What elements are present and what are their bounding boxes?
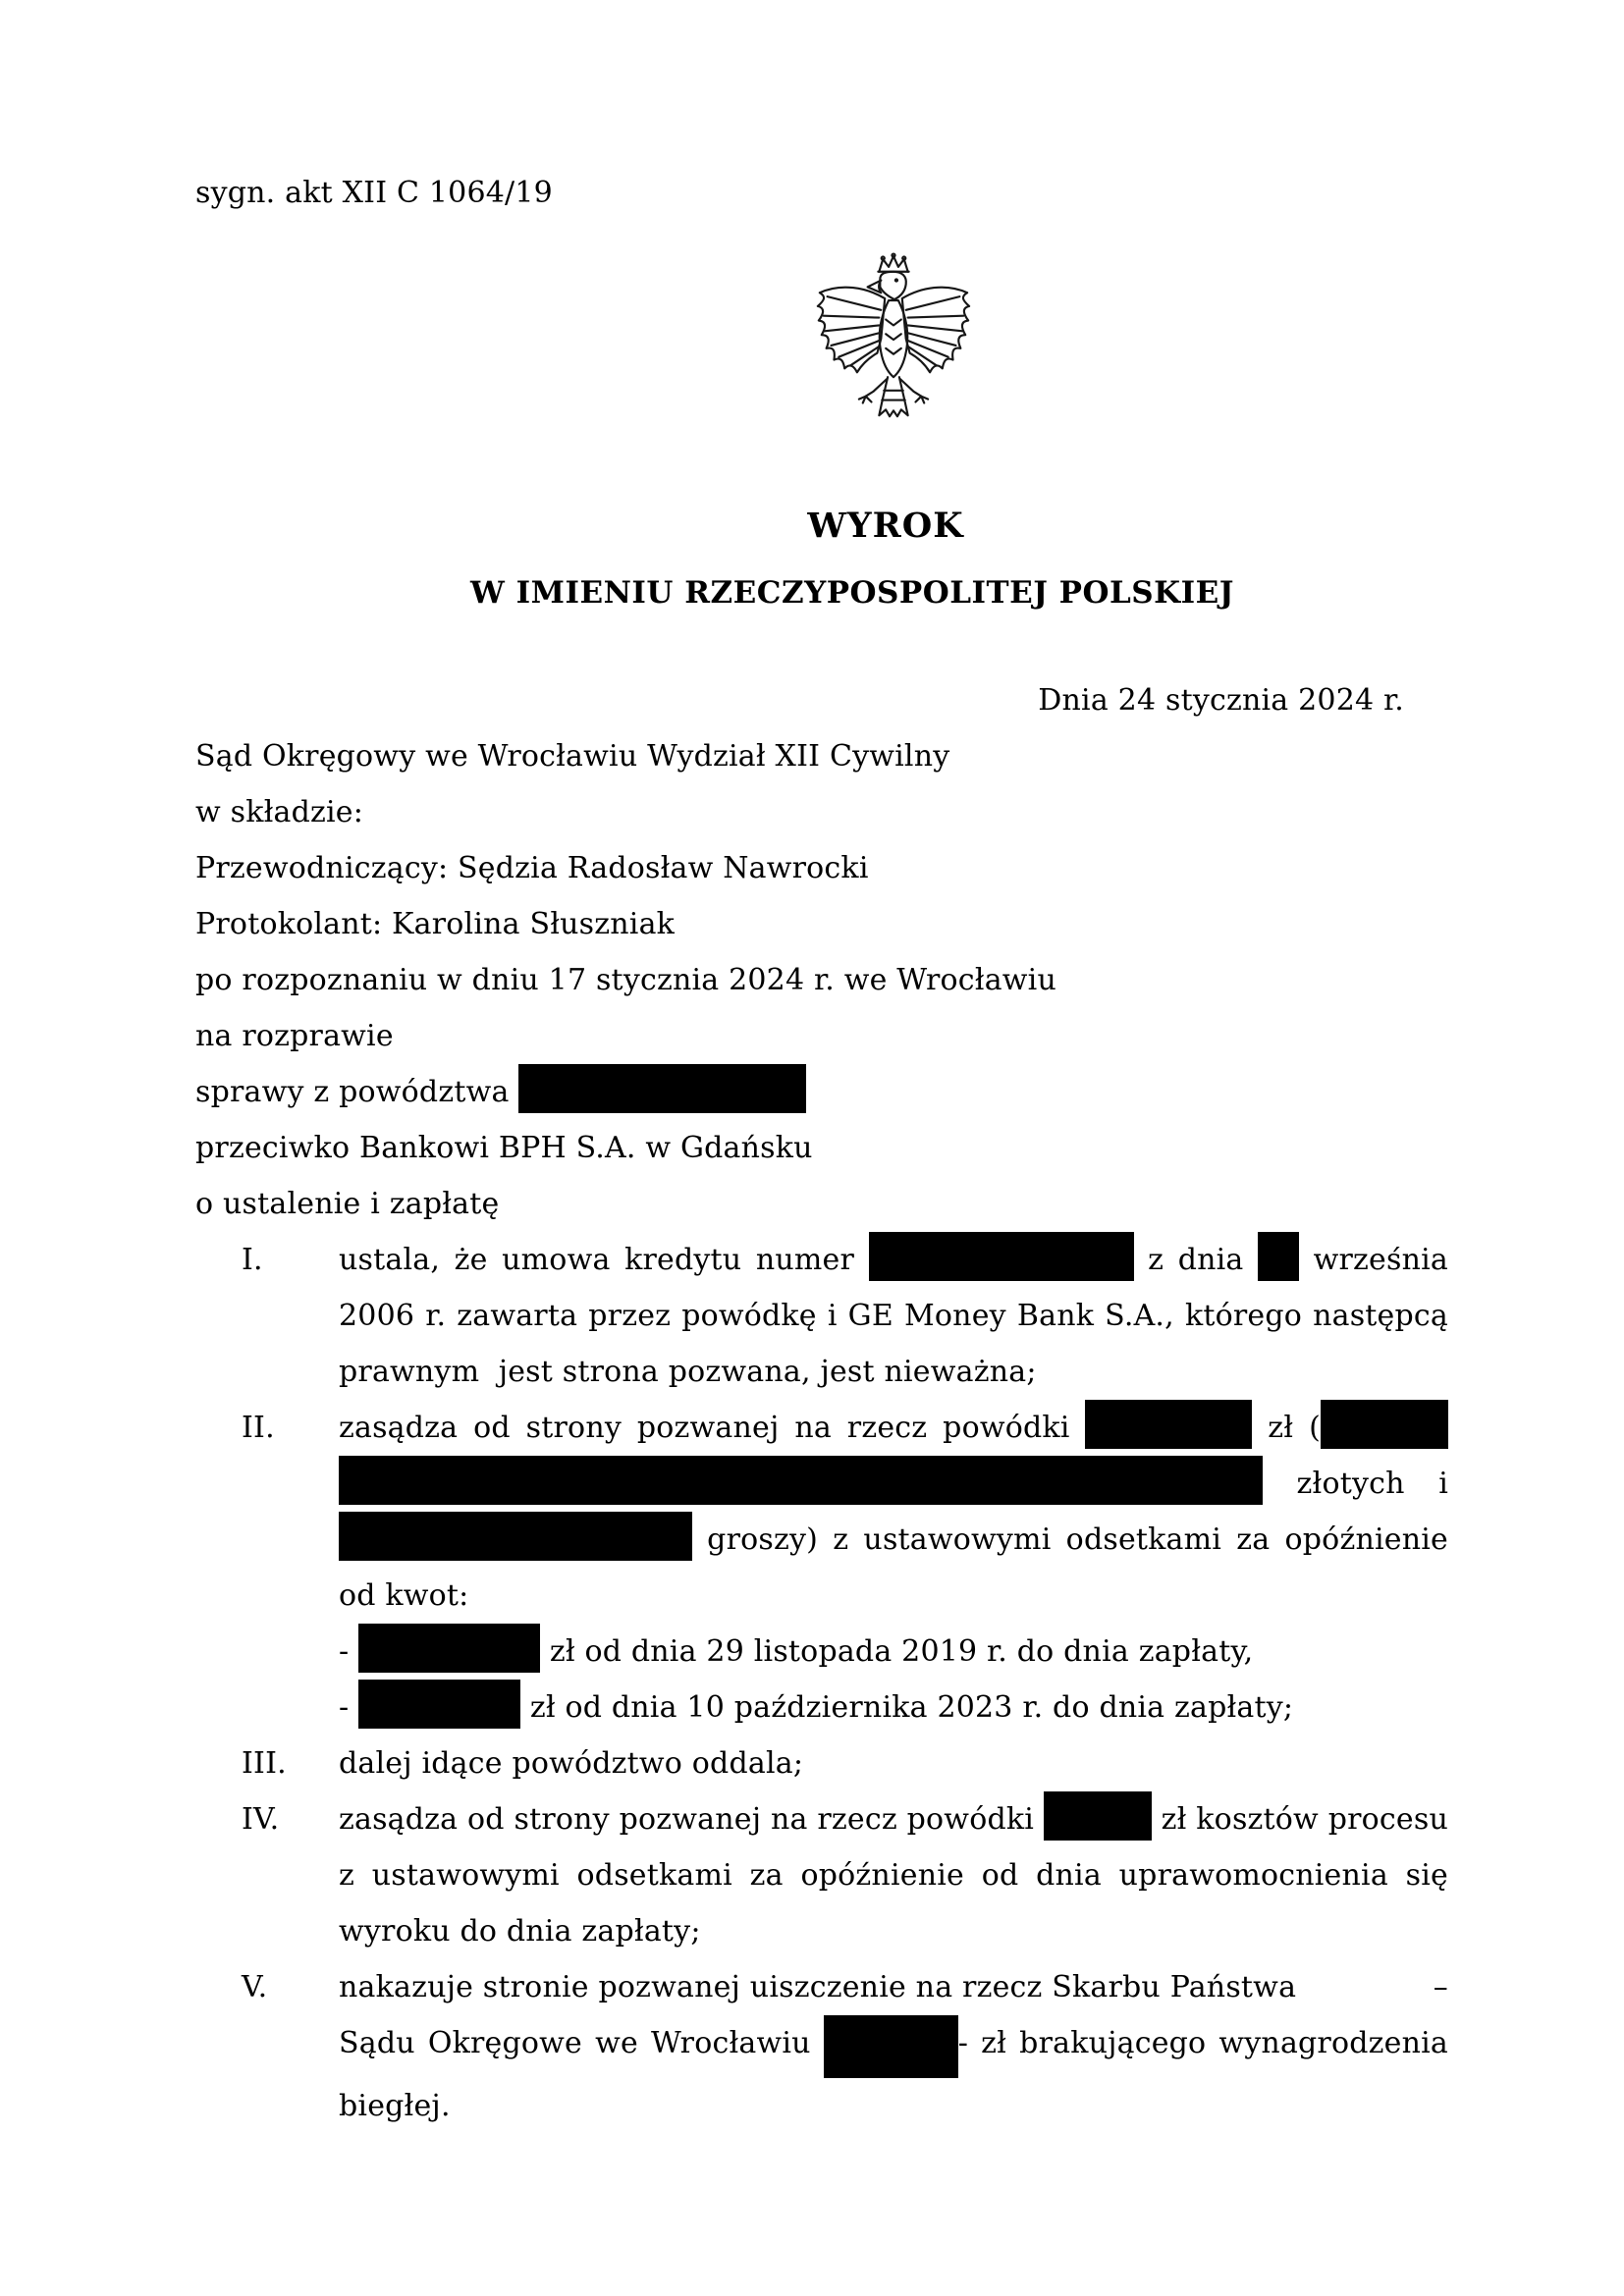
emblem-container xyxy=(195,250,1448,435)
line-content xyxy=(339,1288,1448,1344)
text-run: na rozprawie xyxy=(195,1019,394,1053)
line-content xyxy=(195,1064,1448,1120)
right-aligned-dash: – xyxy=(1433,1970,1448,2004)
line-content xyxy=(339,1232,1448,1288)
line-na-rozprawie xyxy=(195,1008,1448,1064)
redaction-bar xyxy=(824,2015,958,2078)
text-run: złotych i xyxy=(1263,1467,1448,1501)
line-przeciwko xyxy=(195,1120,1448,1176)
list-marker xyxy=(195,1680,339,1735)
list-marker xyxy=(195,1512,339,1568)
redaction-bar xyxy=(1321,1400,1448,1449)
redaction-bar xyxy=(1258,1232,1299,1281)
item-IV-line-2 xyxy=(195,1847,1448,1903)
text-run: biegłej. xyxy=(339,2089,451,2123)
redaction-bar xyxy=(518,1064,806,1113)
list-marker: IV. xyxy=(242,1802,280,1837)
list-marker xyxy=(195,2015,339,2078)
redaction-bar xyxy=(339,1456,1263,1505)
line-protokolant xyxy=(195,896,1448,952)
text-run: o ustalenie i zapłatę xyxy=(195,1187,500,1221)
line-po-rozpoznaniu xyxy=(195,952,1448,1008)
judgment-title: WYROK xyxy=(807,506,964,546)
item-V-line-3 xyxy=(195,2078,1448,2134)
text-run: Przewodniczący: Sędzia Radosław Nawrocki xyxy=(195,851,869,885)
item-III-line-1 xyxy=(195,1735,1448,1791)
line-w-skladzie xyxy=(195,784,1448,840)
list-marker xyxy=(195,1903,339,1959)
text-run: groszy) z ustawowymi odsetkami za opóźnienie xyxy=(692,1522,1448,1557)
line-content xyxy=(195,1008,1448,1064)
list-marker: V. xyxy=(242,1970,268,2004)
list-marker: II. xyxy=(242,1411,275,1445)
polish-eagle-emblem xyxy=(812,250,975,435)
line-content xyxy=(339,1344,1448,1400)
line-przewodniczacy xyxy=(195,840,1448,896)
text-run: prawnym jest strona pozwana, jest nieważna; xyxy=(339,1355,1037,1389)
list-marker: III. xyxy=(242,1746,287,1781)
list-marker xyxy=(195,2078,339,2134)
text-run: zł ( xyxy=(1252,1411,1321,1445)
text-run: przeciwko Bankowi BPH S.A. w Gdańsku xyxy=(195,1131,813,1165)
text-run: - zł brakującego wynagrodzenia xyxy=(957,2026,1448,2060)
redaction-bar xyxy=(358,1680,520,1729)
line-content xyxy=(195,840,1448,896)
line-court xyxy=(195,728,1448,784)
text-run: z dnia xyxy=(1133,1243,1259,1277)
item-V-line-1 xyxy=(195,1959,1448,2015)
text-run: od kwot: xyxy=(339,1578,469,1613)
line-content xyxy=(339,1400,1448,1456)
item-II-line-1 xyxy=(195,1400,1448,1456)
item-II-line-2 xyxy=(195,1456,1448,1512)
item-IV-line-3 xyxy=(195,1903,1448,1959)
line-content xyxy=(339,1791,1448,1847)
text-run: zasądza od strony pozwanej na rzecz powódki xyxy=(339,1411,1086,1445)
item-II-dash-2 xyxy=(195,1680,1448,1735)
text-run: 2006 r. zawarta przez powódkę i GE Money Bank S.A., którego następcą xyxy=(339,1299,1448,1333)
line-sprawy-z-powodztwa xyxy=(195,1064,1448,1120)
line-content xyxy=(195,952,1448,1008)
list-marker xyxy=(195,1624,339,1680)
line-content xyxy=(195,896,1448,952)
text-run: w składzie: xyxy=(195,795,364,829)
list-marker xyxy=(195,1344,339,1400)
list-marker xyxy=(195,1288,339,1344)
text-run: ustala, że umowa kredytu numer xyxy=(339,1243,869,1277)
text-run: nakazuje stronie pozwanej uiszczenie na rzecz Skarbu Państwa xyxy=(339,1970,1297,2004)
text-run: zł od dnia 10 października 2023 r. do dnia zapłaty; xyxy=(520,1690,1294,1725)
item-II-line-3 xyxy=(195,1512,1448,1568)
line-content xyxy=(339,2015,1448,2078)
text-run: po rozpoznaniu w dniu 17 stycznia 2024 r. we Wrocławiu xyxy=(195,963,1056,997)
list-marker xyxy=(195,1847,339,1903)
item-II-line-4 xyxy=(195,1568,1448,1624)
item-I-line-3 xyxy=(195,1344,1448,1400)
line-content xyxy=(339,1847,1448,1903)
case-number: sygn. akt XII C 1064/19 xyxy=(195,176,553,210)
line-content xyxy=(339,1456,1448,1512)
list-marker xyxy=(195,1568,339,1624)
item-I-line-2 xyxy=(195,1288,1448,1344)
line-content xyxy=(339,1680,1448,1735)
redaction-bar xyxy=(1085,1400,1252,1449)
judgment-date: Dnia 24 stycznia 2024 r. xyxy=(1038,683,1404,718)
item-IV-line-1 xyxy=(195,1791,1448,1847)
line-content xyxy=(339,1903,1448,1959)
text-run: Sądu Okręgowe we Wrocławiu xyxy=(339,2026,824,2060)
line-content xyxy=(339,1624,1448,1680)
judgment-body xyxy=(195,728,1448,2134)
redaction-bar xyxy=(869,1232,1134,1281)
redaction-bar xyxy=(358,1624,540,1673)
line-content xyxy=(339,1735,1448,1791)
line-content xyxy=(339,2078,1448,2134)
text-run: - xyxy=(339,1634,359,1669)
list-marker: I. xyxy=(242,1243,263,1277)
item-II-dash-1 xyxy=(195,1624,1448,1680)
line-content xyxy=(339,1568,1448,1624)
text-run: sprawy z powództwa xyxy=(195,1075,519,1109)
redaction-bar xyxy=(1044,1791,1152,1841)
judgment-subtitle: W IMIENIU RZECZYPOSPOLITEJ POLSKIEJ xyxy=(470,575,1234,611)
text-run: dalej idące powództwo oddala; xyxy=(339,1746,804,1781)
text-run: - xyxy=(339,1690,359,1725)
text-run: września xyxy=(1299,1243,1448,1277)
line-content xyxy=(339,1959,1448,2015)
redaction-bar xyxy=(339,1512,692,1561)
text-run: zł kosztów procesu xyxy=(1151,1802,1448,1837)
text-run: Protokolant: Karolina Słuszniak xyxy=(195,907,676,941)
item-I-line-1 xyxy=(195,1232,1448,1288)
list-marker xyxy=(195,1456,339,1512)
line-content xyxy=(195,784,1448,840)
line-o-ustalenie xyxy=(195,1176,1448,1232)
text-run: zł od dnia 29 listopada 2019 r. do dnia zapłaty, xyxy=(540,1634,1254,1669)
line-content xyxy=(195,728,1448,784)
item-V-line-2 xyxy=(195,2015,1448,2078)
text-run: Sąd Okręgowy we Wrocławiu Wydział XII Cywilny xyxy=(195,739,950,774)
line-content xyxy=(339,1512,1448,1568)
text-run: z ustawowymi odsetkami za opóźnienie od dnia uprawomocnienia się xyxy=(339,1858,1448,1893)
line-content xyxy=(195,1176,1448,1232)
text-run: zasądza od strony pozwanej na rzecz powódki xyxy=(339,1802,1044,1837)
line-content xyxy=(195,1120,1448,1176)
text-run: wyroku do dnia zapłaty; xyxy=(339,1914,701,1949)
